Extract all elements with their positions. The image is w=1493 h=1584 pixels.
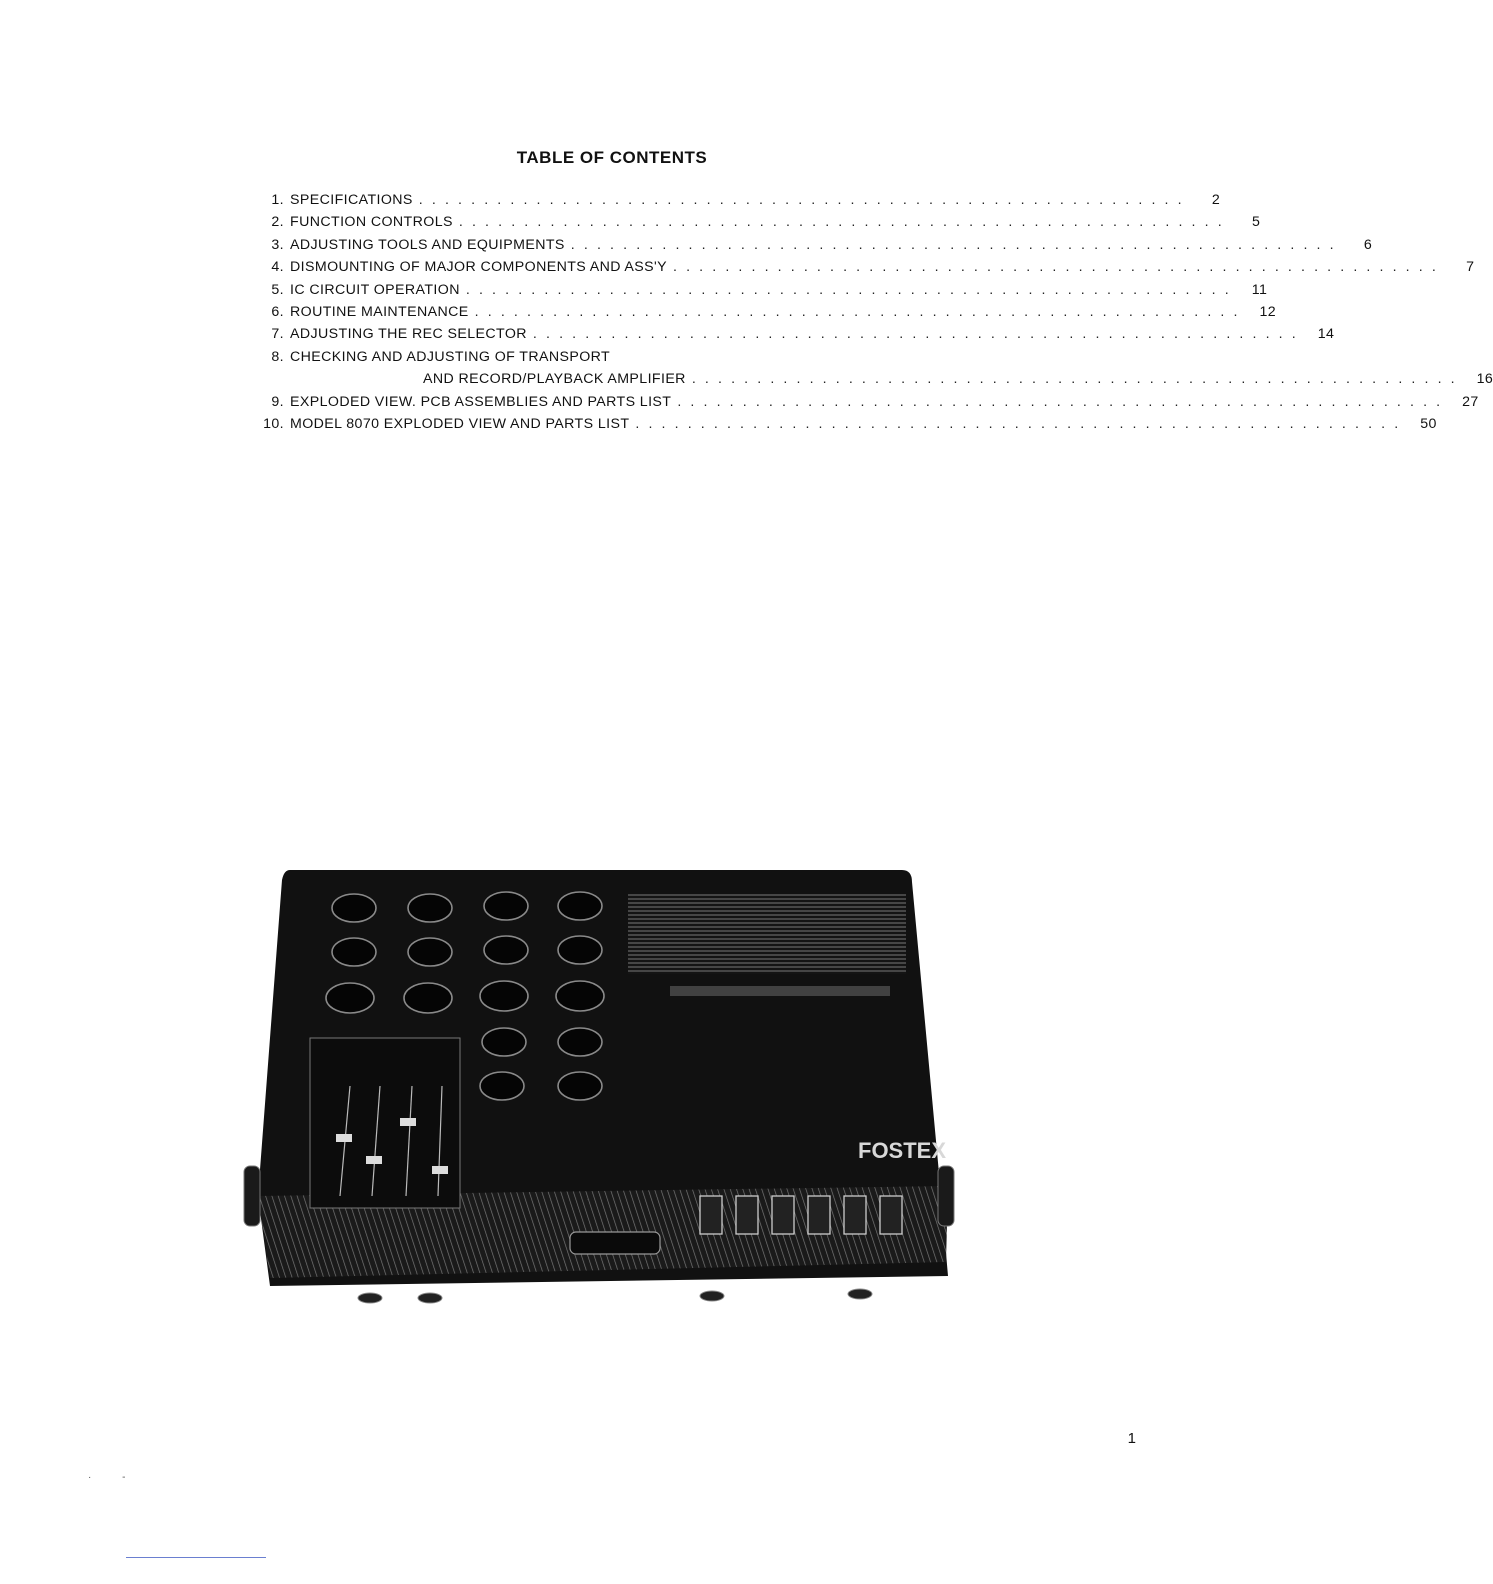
toc-entry xyxy=(248,281,1268,304)
toc-entry-number: 3. xyxy=(271,236,284,253)
recorder-photo xyxy=(240,866,958,1314)
toc-entry-page: 2 xyxy=(1211,192,1221,208)
toc-entry-label: EXPLODED VIEW. PCB ASSEMBLIES AND PARTS LIST xyxy=(290,393,672,410)
toc-entry-page: 11 xyxy=(1251,281,1268,298)
toc-entry-label: DISMOUNTING OF MAJOR COMPONENTS AND ASS'Y xyxy=(290,259,667,276)
toc-entry-continuation xyxy=(248,371,1493,393)
toc-entry-number: 8. xyxy=(271,348,284,365)
toc-entry-number: 9. xyxy=(271,393,284,410)
leader-dots: . . . . . . . . . . . . . . . . . . . . . . . . . . . . . . . . . . . . . . . . . . . . . . . . . . . . . . . . . . . xyxy=(672,259,1439,276)
toc-title: TABLE OF CONTENTS xyxy=(516,148,708,167)
leader-dots: . . . . . . . . . . . . . . . . . . . . . . . . . . . . . . . . . . . . . . . . . . . . . . . . . . . . . . . . . . . xyxy=(532,326,1299,343)
toc-entry-number: 6. xyxy=(271,303,284,320)
leader-dots: . . . . . . . . . . . . . . . . . . . . . . . . . . . . . . . . . . . . . . . . . . . . . . . . . . . . . . . . . . . xyxy=(458,214,1225,231)
toc-entry-number: 5. xyxy=(271,281,284,298)
toc-entry-label: CHECKING AND ADJUSTING OF TRANSPORT xyxy=(290,348,611,365)
toc-entry-page: 6 xyxy=(1363,236,1373,253)
toc-entry-page: 12 xyxy=(1259,303,1277,320)
toc-entry xyxy=(248,349,966,371)
scan-specks: · - xyxy=(88,1472,140,1483)
toc-entry-number: 1. xyxy=(271,192,284,208)
toc-entry xyxy=(248,192,1221,214)
toc-entry-page: 27 xyxy=(1462,393,1479,410)
toc-entry-number: 7. xyxy=(271,326,284,343)
toc-entry xyxy=(248,236,1373,259)
toc-entry-label: IC CIRCUIT OPERATION xyxy=(290,281,460,298)
toc-entry xyxy=(248,393,1479,416)
footer-rule xyxy=(126,1557,266,1558)
toc-entry-label: SPECIFICATIONS xyxy=(290,192,413,208)
toc-entry-page: 16 xyxy=(1476,371,1493,388)
brand-logo: FOSTEX xyxy=(858,1138,947,1163)
toc-entry-number: 10. xyxy=(263,415,284,432)
toc-entry xyxy=(248,326,1335,348)
toc-entry-page: 50 xyxy=(1420,415,1437,432)
leader-dots: . . . . . . . . . . . . . . . . . . . . . . . . . . . . . . . . . . . . . . . . . . . . . . . . . . . . . . . . . . . xyxy=(677,393,1443,410)
toc-entry-number: 2. xyxy=(271,214,284,231)
toc-entry-label: AND RECORD/PLAYBACK AMPLIFIER xyxy=(423,371,686,388)
toc-entry-number: 4. xyxy=(271,259,284,276)
toc-entry xyxy=(248,303,1277,326)
toc-entry-page: 7 xyxy=(1466,259,1475,276)
toc-entry-label: ROUTINE MAINTENANCE xyxy=(290,303,469,320)
toc-list xyxy=(248,192,1493,438)
toc-entry-label: FUNCTION CONTROLS xyxy=(290,214,453,231)
leader-dots: . . . . . . . . . . . . . . . . . . . . . . . . . . . . . . . . . . . . . . . . . . . . . . . . . . . . . . . . . . . xyxy=(691,371,1458,388)
toc-entry xyxy=(248,259,1475,281)
leader-dots: . . . . . . . . . . . . . . . . . . . . . . . . . . . . . . . . . . . . . . . . . . . . . . . . . . . . . . . . . . . xyxy=(465,281,1232,298)
page-number: 1 xyxy=(1127,1430,1136,1447)
toc-entry-page: 14 xyxy=(1317,326,1335,343)
toc-entry xyxy=(248,415,1437,438)
leader-dots: . . . . . . . . . . . . . . . . . . . . . . . . . . . . . . . . . . . . . . . . . . . . . . . . . . . . . . . . . . . xyxy=(474,303,1241,320)
leader-dots: . . . . . . . . . . . . . . . . . . . . . . . . . . . . . . . . . . . . . . . . . . . . . . . . . . . . . . . . . . . xyxy=(570,236,1337,253)
leader-dots: . . . . . . . . . . . . . . . . . . . . . . . . . . . . . . . . . . . . . . . . . . . . . . . . . . . . . . . . . . . xyxy=(418,192,1185,208)
toc-entry xyxy=(248,214,1261,236)
toc-entry-label: MODEL 8070 EXPLODED VIEW AND PARTS LIST xyxy=(290,415,630,432)
toc-entry-label: ADJUSTING TOOLS AND EQUIPMENTS xyxy=(290,236,565,253)
leader-dots: . . . . . . . . . . . . . . . . . . . . . . . . . . . . . . . . . . . . . . . . . . . . . . . . . . . . . . . . . . . xyxy=(635,415,1401,432)
toc-entry-label: ADJUSTING THE REC SELECTOR xyxy=(290,326,527,343)
toc-entry-page: 5 xyxy=(1251,214,1261,231)
